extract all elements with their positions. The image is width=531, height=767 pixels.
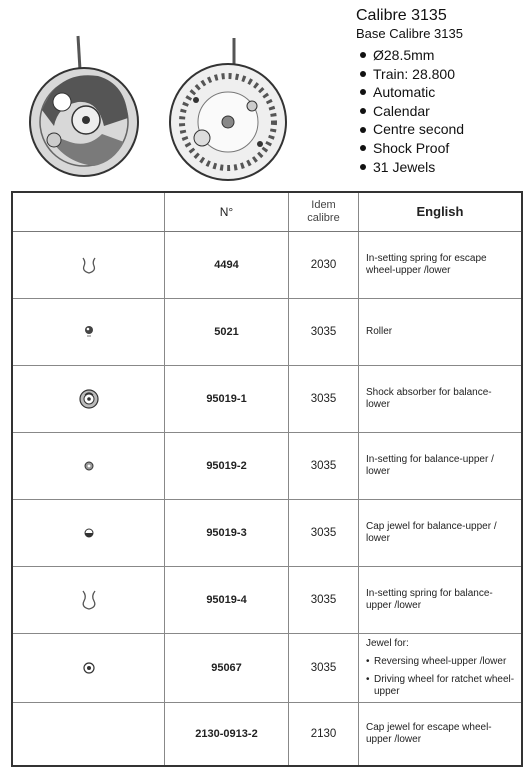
table-header <box>13 193 521 232</box>
table-row <box>13 366 521 433</box>
english-description: In-setting spring for balance- upper /lower <box>366 588 493 611</box>
part-number: 95019-2 <box>165 433 289 499</box>
table-row <box>13 433 521 500</box>
header-number: N° <box>165 193 289 231</box>
part-image-cell <box>13 567 165 633</box>
part-image-cell <box>13 366 165 432</box>
part-number: 5021 <box>165 299 289 365</box>
header-english: English <box>416 204 464 219</box>
idem-calibre: 2130 <box>289 703 359 765</box>
bullet-icon <box>360 89 366 95</box>
part-number: 95019-4 <box>165 567 289 633</box>
shock-absorber-icon <box>77 387 101 411</box>
part-number: 2130-0913-2 <box>165 703 289 765</box>
part-number: 95067 <box>165 634 289 702</box>
calibre-title: Calibre 3135 <box>356 7 447 24</box>
spec-item: 31 Jewels <box>356 158 526 177</box>
english-description: Cap jewel for balance-upper / lower <box>366 521 497 544</box>
header-idem-calibre: Idem calibre <box>289 193 359 231</box>
header-image-cell <box>13 193 165 231</box>
table-row <box>13 567 521 634</box>
in-setting-icon <box>77 454 101 478</box>
idem-calibre: 3035 <box>289 433 359 499</box>
english-description: In-setting spring for escape wheel-upper /lower <box>366 253 487 276</box>
spec-item: Automatic <box>356 83 526 102</box>
idem-calibre: 3035 <box>289 567 359 633</box>
idem-calibre: 2030 <box>289 232 359 298</box>
part-image-cell <box>13 703 165 765</box>
table-row <box>13 299 521 366</box>
spec-item: Ø28.5mm <box>356 46 526 65</box>
parts-table <box>11 191 523 767</box>
calibre-header <box>356 6 526 176</box>
bullet-icon <box>360 127 366 133</box>
english-description-cell <box>359 634 521 702</box>
idem-calibre: 3035 <box>289 500 359 566</box>
sub-description: Reversing wheel-upper /lower <box>374 656 507 667</box>
list-item <box>366 674 514 698</box>
bullet-icon <box>360 52 366 58</box>
english-description: Roller <box>366 326 393 337</box>
spec-item: Calendar <box>356 102 526 121</box>
bullet-icon <box>360 71 366 77</box>
bullet-icon: • <box>366 656 370 667</box>
spec-list <box>356 46 526 176</box>
table-row <box>13 500 521 567</box>
idem-calibre: 3035 <box>289 634 359 702</box>
table-row <box>13 232 521 299</box>
bullet-icon <box>360 145 366 151</box>
bullet-icon <box>360 164 366 170</box>
english-description: Jewel for: <box>366 638 409 649</box>
roller-icon <box>77 320 101 344</box>
movement-front-illustration <box>18 30 153 180</box>
part-image-cell <box>13 433 165 499</box>
bullet-icon: • <box>366 674 370 685</box>
bullet-icon <box>360 108 366 114</box>
part-number: 95019-3 <box>165 500 289 566</box>
english-description: Cap jewel for escape wheel- upper /lower <box>366 722 492 745</box>
part-number: 95019-1 <box>165 366 289 432</box>
table-row <box>13 634 521 703</box>
setting-spring-icon <box>77 588 101 612</box>
idem-calibre: 3035 <box>289 299 359 365</box>
table-row <box>13 703 521 765</box>
english-description: In-setting for balance-upper / lower <box>366 454 494 477</box>
english-description: Shock absorber for balance- lower <box>366 387 492 410</box>
part-image-cell <box>13 232 165 298</box>
idem-calibre: 3035 <box>289 366 359 432</box>
list-item <box>366 656 514 668</box>
part-image-cell <box>13 500 165 566</box>
spec-item: Shock Proof <box>356 139 526 158</box>
spec-item: Train: 28.800 <box>356 65 526 84</box>
part-image-cell <box>13 299 165 365</box>
part-image-cell <box>13 634 165 702</box>
base-calibre-subtitle: Base Calibre 3135 <box>356 26 463 41</box>
cap-jewel-icon <box>77 521 101 545</box>
part-number: 4494 <box>165 232 289 298</box>
jewel-icon <box>77 656 101 680</box>
movement-back-illustration <box>156 34 296 182</box>
setting-spring-icon <box>77 253 101 277</box>
spec-item: Centre second <box>356 120 526 139</box>
sub-description: Driving wheel for ratchet wheel- upper <box>374 674 515 697</box>
